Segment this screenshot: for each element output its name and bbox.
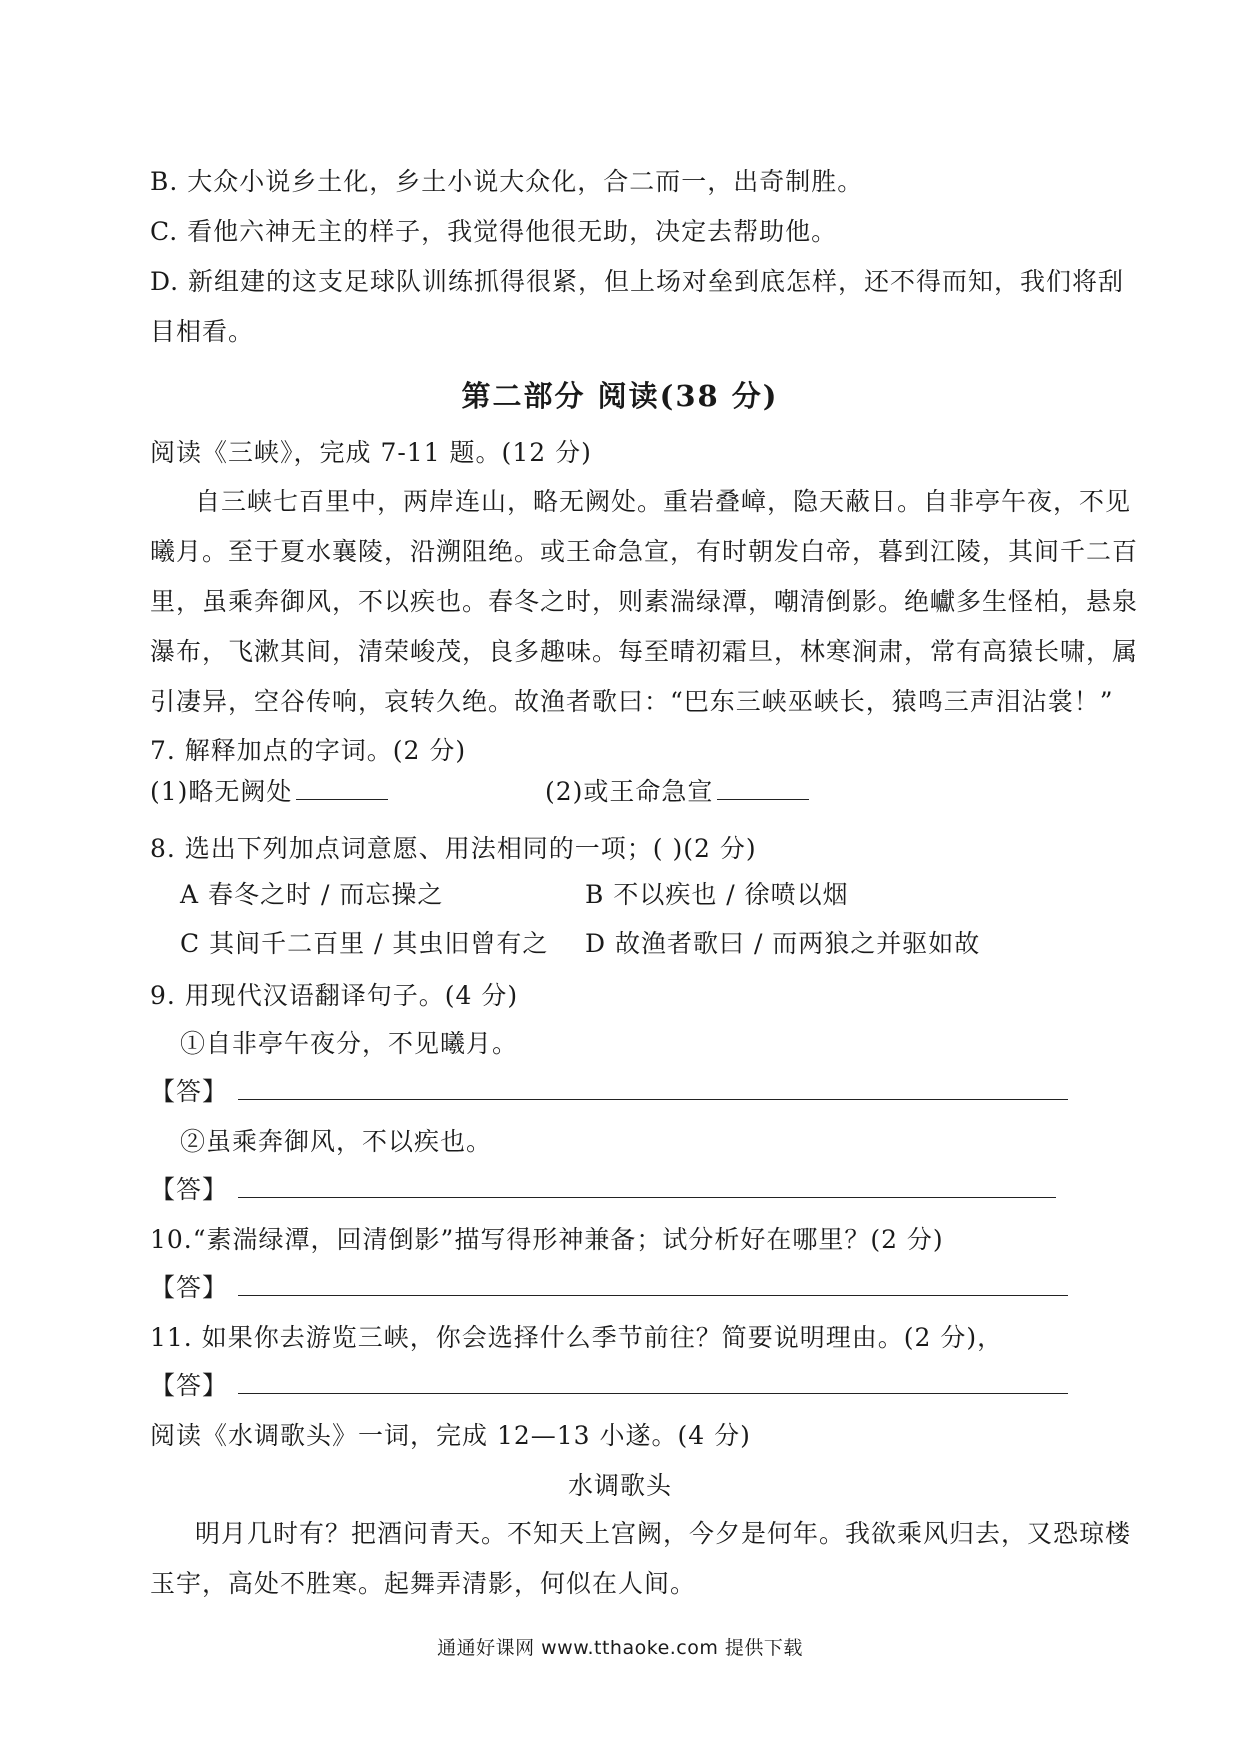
q10-answer-blank[interactable] bbox=[238, 1273, 1068, 1296]
section-title: 第二部分 阅读(38 分) bbox=[461, 379, 779, 413]
q10-answer bbox=[150, 1272, 1068, 1304]
answer-label: 【答】 bbox=[150, 1371, 229, 1400]
sanxia-para-line-4: 瀑布，飞漱其间，清荣峻茂，良多趣味。每至晴初霜旦，林寒涧肃，常有高猿长啸，属 bbox=[150, 637, 1139, 666]
poem-line-2: 玉宇，高处不胜寒。起舞弄清影，何似在人间。 bbox=[150, 1569, 697, 1598]
q9-answer-2 bbox=[150, 1174, 1056, 1206]
q7-item-1 bbox=[150, 776, 388, 808]
option-d-line: D. 新组建的这支足球队训练抓得很紧，但上场对垒到底怎样，还不得而知，我们将刮 bbox=[150, 267, 1125, 296]
q8-option-c: C 其间千二百里 / 其虫旧曾有之 bbox=[180, 929, 549, 958]
sanxia-para-line-5: 引凄异，空谷传响，哀转久绝。故渔者歌曰：“巴东三峡巫峡长，猿鸣三声泪沾裳！” bbox=[150, 687, 1114, 716]
option-c-line: C. 看他六神无主的样子，我觉得他很无助，决定去帮助他。 bbox=[150, 217, 838, 246]
q8-option-b: B 不以疾也 / 徐喷以烟 bbox=[585, 880, 849, 909]
q9-sentence-1: ①自非亭午夜分，不见曦月。 bbox=[180, 1029, 519, 1058]
q7-item-2 bbox=[545, 776, 809, 808]
poem-line-1: 明月几时有？把酒问青天。不知天上宫阙，今夕是何年。我欲乘风归去，又恐琼楼 bbox=[195, 1519, 1132, 1548]
q10-stem: 10.“素湍绿潭，回清倒影”描写得形神兼备；试分析好在哪里？(2 分) bbox=[150, 1225, 944, 1254]
sanxia-para-line-2: 曦月。至于夏水襄陵，沿溯阻绝。或王命急宣，有时朝发白帝，暮到江陵，其间千二百 bbox=[150, 537, 1139, 566]
sanxia-para-line-1: 自三峡七百里中，两岸连山，略无阙处。重岩叠嶂，隐天蔽日。自非亭午夜，不见 bbox=[195, 487, 1132, 516]
shuidiao-intro: 阅读《水调歌头》一词，完成 12—13 小遂。(4 分) bbox=[150, 1421, 751, 1450]
q7-stem: 7. 解释加点的字词。(2 分) bbox=[150, 736, 467, 765]
q11-stem: 11. 如果你去游览三峡，你会选择什么季节前往？简要说明理由。(2 分)， bbox=[150, 1323, 1004, 1352]
sanxia-intro: 阅读《三峡》，完成 7-11 题。(12 分) bbox=[150, 438, 592, 467]
q8-stem: 8. 选出下列加点词意愿、用法相同的一项；( )(2 分) bbox=[150, 834, 757, 863]
q7-item-1-text: (1)略无阙处 bbox=[150, 777, 293, 806]
option-d-line-cont: 目相看。 bbox=[150, 317, 255, 346]
answer-label: 【答】 bbox=[150, 1077, 229, 1106]
answer-label: 【答】 bbox=[150, 1175, 229, 1204]
q11-answer bbox=[150, 1370, 1068, 1402]
q8-option-d: D 故渔者歌曰 / 而两狼之并驱如故 bbox=[585, 929, 981, 958]
q7-item-1-blank[interactable] bbox=[296, 779, 388, 800]
poem-title: 水调歌头 bbox=[567, 1471, 672, 1500]
q9-stem: 9. 用现代汉语翻译句子。(4 分) bbox=[150, 981, 519, 1010]
q7-item-2-blank[interactable] bbox=[717, 779, 809, 800]
q9-answer-1 bbox=[150, 1076, 1068, 1108]
q11-answer-blank[interactable] bbox=[238, 1371, 1068, 1394]
page-footer: 通通好课网 www.tthaoke.com 提供下载 bbox=[437, 1637, 803, 1659]
sanxia-para-line-3: 里，虽乘奔御风，不以疾也。春冬之时，则素湍绿潭，嘲清倒影。绝巘多生怪柏，悬泉 bbox=[150, 587, 1139, 616]
q9-answer-1-blank[interactable] bbox=[238, 1077, 1068, 1100]
q9-answer-2-blank[interactable] bbox=[238, 1175, 1056, 1198]
q7-item-2-text: (2)或王命急宣 bbox=[545, 777, 714, 806]
q9-sentence-2: ②虽乘奔御风，不以疾也。 bbox=[180, 1127, 493, 1156]
q8-option-a: A 春冬之时 / 而忘操之 bbox=[180, 880, 444, 909]
answer-label: 【答】 bbox=[150, 1273, 229, 1302]
option-b-line: B. 大众小说乡土化，乡土小说大众化，合二而一，出奇制胜。 bbox=[150, 167, 864, 196]
